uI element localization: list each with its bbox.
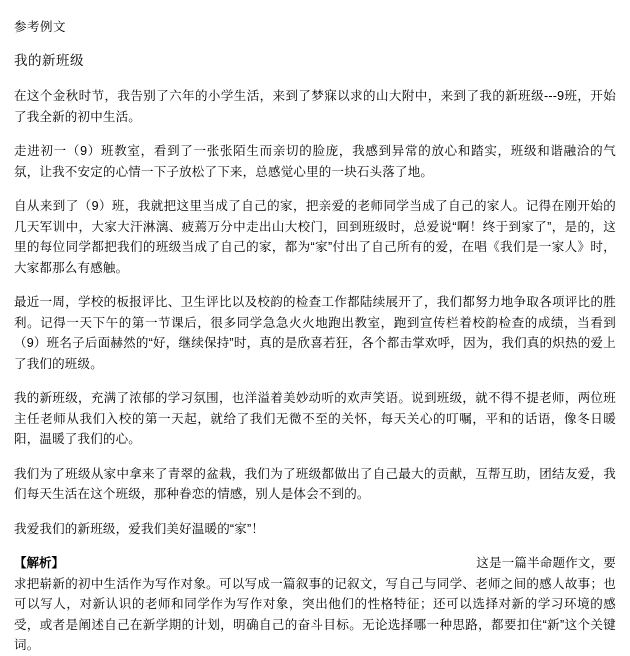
essay-paragraph-2: 走进初一（9）班教室，看到了一张张陌生而亲切的脸庞，我感到异常的放心和踏实，班级和谐融洽的气氛，让我不安定的心情一下子放松了下来，总感觉心里的一块石头落了地。	[14, 144, 616, 179]
analysis-body-text: 求把崭新的初中生活作为写作对象。可以写成一篇叙事的记叙文，写自己与同学、老师之间的感人故事；也可以写人，对新认识的老师和同学作为写作对象，突出他们的性格特征；还可以选择对新的学习环境的感受，或者是阐述自己在新学期的计划，明确自己的奋斗目标。无论选择哪一种思路，都要扣住“新”这个关键词。	[14, 576, 616, 652]
essay-paragraph-4: 最近一周，学校的板报评比、卫生评比以及校韵的检查工作都陆续展开了，我们都努力地争取各项评比的胜利。记得一天下午的第一节课后，很多同学急急火火地跑出教室，跑到宣传栏着校韵检查的成绩，当看到（9）班名子后面赫然的“好，继续保持”时，真的是欣喜若狂，各个都击掌欢呼，因为，我们真的炽热的爱上了我们的班级。	[14, 295, 616, 371]
essay-title: 我的新班级	[14, 53, 84, 68]
analysis-section	[14, 553, 616, 656]
analysis-first-line-text: 这是一篇半命题作文，要	[476, 556, 616, 570]
reference-essay-label: 参考例文	[14, 20, 67, 34]
essay-paragraph-6: 我们为了班级从家中拿来了青翠的盆栽，我们为了班级都做出了自己最大的贡献，互帮互助，团结友爱，我们每天生活在这个班级，那种眷恋的情感，别人是体会不到的。	[14, 466, 616, 501]
essay-paragraph-1: 在这个金秋时节，我告别了六年的小学生活，来到了梦寐以求的山大附中，来到了我的新班级---9班，开始了我全新的初中生活。	[14, 89, 616, 124]
analysis-first-line	[14, 553, 616, 574]
essay-paragraph-5: 我的新班级，充满了浓郁的学习氛围，也洋溢着美妙动听的欢声笑语。说到班级，就不得不提老师，两位班主任老师从我们入校的第一天起，就给了我们无微不至的关怀，每天关心的叮嘱，平和的话语，像冬日暖阳，温暖了我们的心。	[14, 391, 616, 446]
essay-paragraph-3: 自从来到了（9）班，我就把这里当成了自己的家，把亲爱的老师同学当成了自己的家人。记得在刚开始的几天军训中，大家大汗淋漓、疲蔫万分中走出山大校门，回到班级时，总爱说“啊！终于到家了”，是的，这里的每位同学都把我们的班级当成了自己的家，都为“家”付出了自己所有的爱，在唱《我们是一家人》时，大家都那么有感触。	[14, 199, 616, 275]
essay-paragraph-7: 我爱我们的新班级，爱我们美好温暖的“家”！	[14, 521, 265, 536]
analysis-heading: 【解析】	[14, 556, 65, 570]
